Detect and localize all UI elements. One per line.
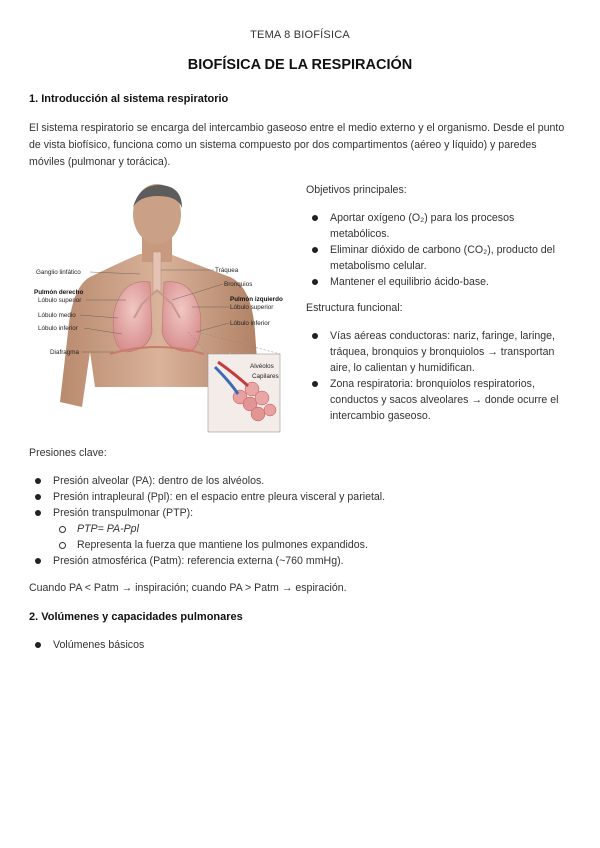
label-lobulo-superior-d: Lóbulo superior (38, 297, 82, 304)
label-alveolo: Alvéolos (250, 363, 274, 370)
list-item: Presión alveolar (PA): dentro de los alvéolos. (29, 473, 574, 489)
list-item: Presión transpulmonar (PTP): PTP= PA-Ppl Representa la fuerza que mantiene los pulmones expandidos. (29, 505, 574, 553)
bullet-icon (312, 215, 318, 221)
label-ganglio: Ganglio linfático (36, 269, 81, 276)
label-diafragma: Diafragma (50, 349, 80, 356)
respiratory-system-figure (30, 182, 290, 438)
respiratory-illustration (30, 182, 290, 438)
objetivos-label: Objetivos principales: (306, 184, 407, 196)
page-header: TEMA 8 BIOFÍSICA (250, 29, 350, 41)
bullet-icon (35, 478, 41, 484)
list-item: Vías aéreas conductoras: nariz, faringe, laringe, tráquea, bronquios y bronquiolos → transportan aire, lo calientan y humidifican. (306, 328, 576, 376)
page-title: BIOFÍSICA DE LA RESPIRACIÓN (187, 57, 413, 73)
label-lobulo-inferior-d: Lóbulo inferior (38, 325, 78, 332)
sublist-item: PTP= PA-Ppl (53, 521, 574, 537)
presiones-label: Presiones clave: (29, 447, 107, 459)
list-item: Mantener el equilibrio ácido-base. (306, 274, 576, 290)
intro-paragraph: El sistema respiratorio se encarga del intercambio gaseoso entre el medio externo y el organismo. Desde el punto de vista biofísico, funciona como un sistema compuesto por dos compartimentos (aéreo y líquido) y paredes móviles (pulmonar y torácica). (29, 122, 565, 168)
list-item: Volúmenes básicos (29, 637, 574, 653)
sublist-item: Representa la fuerza que mantiene los pulmones expandidos. (53, 537, 574, 553)
bullet-icon (312, 279, 318, 285)
objetivos-list (306, 210, 576, 290)
bullet-icon (312, 333, 318, 339)
list-item: Zona respiratoria: bronquiolos respiratorios, conductos y sacos alveolares → donde ocurre el intercambio gaseoso. (306, 376, 576, 424)
label-traquea: Tráquea (215, 267, 239, 274)
circle-bullet-icon (59, 542, 66, 549)
label-lobulo-medio: Lóbulo medio (38, 312, 76, 319)
label-capilar: Capilares (252, 373, 279, 380)
list-item: Presión intrapleural (Ppl): en el espacio entre pleura visceral y parietal. (29, 489, 574, 505)
estructura-label: Estructura funcional: (306, 302, 403, 314)
label-pulmon-derecho: Pulmón derecho (34, 289, 84, 296)
estructura-list (306, 328, 576, 424)
section-heading-volumenes: 2. Volúmenes y capacidades pulmonares (29, 611, 243, 623)
list-item: Eliminar dióxido de carbono (CO₂), producto del metabolismo celular. (306, 242, 576, 274)
label-lobulo-inferior-i: Lóbulo inferior (230, 320, 270, 327)
bullet-icon (35, 642, 41, 648)
label-bronquios: Bronquios (224, 281, 253, 288)
volumenes-list (29, 637, 574, 653)
label-pulmon-izquierdo: Pulmón izquierdo (230, 296, 283, 303)
presiones-list (29, 473, 574, 569)
list-item: Aportar oxígeno (O₂) para los procesos metabólicos. (306, 210, 576, 242)
conclusion-text: Cuando PA < Patm → inspiración; cuando PA > Patm → espiración. (29, 582, 347, 594)
circle-bullet-icon (59, 526, 66, 533)
sublist (53, 521, 574, 553)
bullet-icon (312, 381, 318, 387)
bullet-icon (312, 247, 318, 253)
list-item: Presión atmosférica (Patm): referencia externa (~760 mmHg). (29, 553, 574, 569)
label-lobulo-superior-i: Lóbulo superior (230, 304, 274, 311)
bullet-icon (35, 558, 41, 564)
bullet-icon (35, 510, 41, 516)
section-heading-intro: 1. Introducción al sistema respiratorio (29, 93, 229, 105)
bullet-icon (35, 494, 41, 500)
